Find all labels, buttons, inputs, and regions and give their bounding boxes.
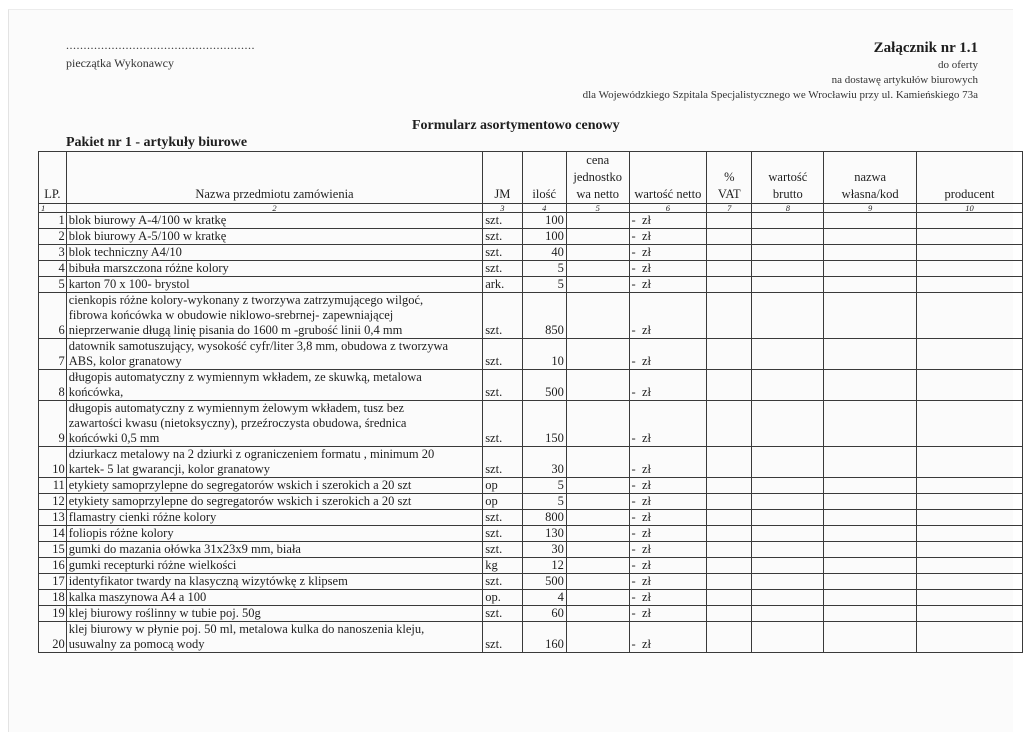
unit-price-cell [566, 574, 629, 590]
producer-cell [917, 277, 1023, 293]
item-quantity: 4 [522, 590, 566, 606]
table-row [39, 574, 1023, 590]
row-lp: 18 [39, 590, 67, 606]
col-header-producer: producent [917, 152, 1023, 204]
unit-price-cell [566, 526, 629, 542]
item-quantity: 150 [522, 401, 566, 447]
net-value-cell: - zł [629, 293, 707, 339]
gross-value-cell [752, 574, 824, 590]
producer-cell [917, 370, 1023, 401]
table-row [39, 510, 1023, 526]
producer-cell [917, 245, 1023, 261]
item-name: blok techniczny A4/10 [66, 245, 482, 261]
item-name: karton 70 x 100- brystol [66, 277, 482, 293]
own-code-cell [824, 277, 917, 293]
table-row [39, 526, 1023, 542]
producer-cell [917, 213, 1023, 229]
net-value-cell: - zł [629, 339, 707, 370]
vat-cell [707, 494, 752, 510]
item-unit: op [483, 494, 522, 510]
row-lp: 11 [39, 478, 67, 494]
item-quantity: 130 [522, 526, 566, 542]
col-header-code [824, 152, 917, 204]
unit-price-cell [566, 510, 629, 526]
table-row [39, 339, 1023, 370]
col-header-vat [707, 152, 752, 204]
item-name: gumki recepturki różne wielkości [66, 558, 482, 574]
item-quantity: 5 [522, 261, 566, 277]
net-value-cell: - zł [629, 447, 707, 478]
row-lp: 17 [39, 574, 67, 590]
net-value-cell: - zł [629, 229, 707, 245]
row-lp: 13 [39, 510, 67, 526]
item-quantity: 850 [522, 293, 566, 339]
gross-value-cell [752, 606, 824, 622]
producer-cell [917, 478, 1023, 494]
own-code-cell [824, 590, 917, 606]
net-value-cell: - zł [629, 478, 707, 494]
item-unit: szt. [483, 261, 522, 277]
gross-value-cell [752, 590, 824, 606]
item-unit: szt. [483, 510, 522, 526]
gross-value-cell [752, 447, 824, 478]
item-quantity: 10 [522, 339, 566, 370]
attachment-title: Załącznik nr 1.1 [873, 40, 978, 56]
row-lp: 19 [39, 606, 67, 622]
item-name: bibuła marszczona różne kolory [66, 261, 482, 277]
item-unit: szt. [483, 622, 522, 653]
item-unit: szt. [483, 401, 522, 447]
col-header-net-value: wartość netto [629, 152, 707, 204]
own-code-cell [824, 261, 917, 277]
producer-cell [917, 510, 1023, 526]
gross-value-cell [752, 293, 824, 339]
net-value-cell: - zł [629, 213, 707, 229]
producer-cell [917, 229, 1023, 245]
gross-value-cell [752, 401, 824, 447]
row-lp: 3 [39, 245, 67, 261]
item-unit: ark. [483, 277, 522, 293]
item-name-line: fibrowa końcówka w obudowie niklowo-srebrnej- zapewniającej [68, 308, 394, 322]
vat-cell [707, 526, 752, 542]
item-quantity: 40 [522, 245, 566, 261]
net-value-cell: - zł [629, 622, 707, 653]
producer-cell [917, 574, 1023, 590]
vat-cell [707, 293, 752, 339]
item-name: kalka maszynowa A4 a 100 [66, 590, 482, 606]
form-title: Formularz asortymentowo cenowy [412, 118, 620, 133]
item-unit: szt. [483, 293, 522, 339]
row-lp: 9 [39, 401, 67, 447]
table-row [39, 277, 1023, 293]
unit-price-cell [566, 213, 629, 229]
unit-price-cell [566, 447, 629, 478]
item-quantity: 100 [522, 213, 566, 229]
vat-cell [707, 261, 752, 277]
producer-cell [917, 606, 1023, 622]
item-unit: op [483, 478, 522, 494]
attachment-line-2: na dostawę artykułów biurowych [831, 74, 978, 86]
item-unit: szt. [483, 574, 522, 590]
row-lp: 8 [39, 370, 67, 401]
table-row [39, 590, 1023, 606]
row-lp: 6 [39, 293, 67, 339]
attachment-line-1: do oferty [937, 59, 978, 71]
net-value-cell: - zł [629, 526, 707, 542]
vat-cell [707, 542, 752, 558]
item-name: gumki do mazania ołówka 31x23x9 mm, biała [66, 542, 482, 558]
item-name-line: klej biurowy w płynie poj. 50 ml, metalowa kulka do nanoszenia kleju, [68, 622, 425, 636]
item-quantity: 12 [522, 558, 566, 574]
producer-cell [917, 622, 1023, 653]
table-row [39, 229, 1023, 245]
item-unit: szt. [483, 606, 522, 622]
col-header-code-l2: własna/kod [841, 187, 899, 201]
own-code-cell [824, 558, 917, 574]
item-quantity: 160 [522, 622, 566, 653]
gross-value-cell [752, 213, 824, 229]
item-unit: szt. [483, 370, 522, 401]
table-row [39, 494, 1023, 510]
net-value-cell: - zł [629, 401, 707, 447]
row-lp: 5 [39, 277, 67, 293]
item-quantity: 30 [522, 542, 566, 558]
unit-price-cell [566, 229, 629, 245]
col-header-vat-l2: VAT [717, 187, 741, 201]
gross-value-cell [752, 229, 824, 245]
item-name-line: dziurkacz metalowy na 2 dziurki z ograniczeniem formatu , minimum 20 [68, 447, 435, 461]
gross-value-cell [752, 245, 824, 261]
vat-cell [707, 590, 752, 606]
gross-value-cell [752, 339, 824, 370]
item-name: etykiety samoprzylepne do segregatorów wskich i szerokich a 20 szt [66, 494, 482, 510]
col-header-gross-l1: wartość [768, 170, 808, 184]
column-number: 10 [917, 204, 1023, 213]
vat-cell [707, 229, 752, 245]
col-header-gross-l2: brutto [772, 187, 803, 201]
vat-cell [707, 245, 752, 261]
column-number-row [39, 204, 1023, 213]
unit-price-cell [566, 401, 629, 447]
column-number: 4 [522, 204, 566, 213]
unit-price-cell [566, 558, 629, 574]
table-row [39, 558, 1023, 574]
package-title: Pakiet nr 1 - artykuły biurowe [66, 135, 248, 150]
producer-cell [917, 293, 1023, 339]
item-name: blok biurowy A-5/100 w kratkę [66, 229, 482, 245]
gross-value-cell [752, 526, 824, 542]
attachment-line-3: dla Wojewódzkiego Szpitala Specjalistycznego we Wrocławiu przy ul. Kamieńskiego 73a [582, 89, 978, 101]
item-unit: kg [483, 558, 522, 574]
price-table [38, 151, 1023, 653]
item-name-line: zawartości kwasu (nietoksyczny), przeźroczysta obudowa, średnica [68, 416, 407, 430]
row-lp: 15 [39, 542, 67, 558]
producer-cell [917, 261, 1023, 277]
table-row [39, 370, 1023, 401]
item-name: identyfikator twardy na klasyczną wizytówkę z klipsem [66, 574, 482, 590]
own-code-cell [824, 401, 917, 447]
item-quantity: 60 [522, 606, 566, 622]
col-header-gross [752, 152, 824, 204]
own-code-cell [824, 478, 917, 494]
table-row [39, 245, 1023, 261]
row-lp: 10 [39, 447, 67, 478]
producer-cell [917, 494, 1023, 510]
item-name: flamastry cienki różne kolory [66, 510, 482, 526]
gross-value-cell [752, 277, 824, 293]
table-header-row [39, 152, 1023, 204]
net-value-cell: - zł [629, 245, 707, 261]
unit-price-cell [566, 293, 629, 339]
own-code-cell [824, 622, 917, 653]
vat-cell [707, 370, 752, 401]
item-unit: szt. [483, 229, 522, 245]
vat-cell [707, 277, 752, 293]
column-number: 3 [483, 204, 522, 213]
vat-cell [707, 510, 752, 526]
net-value-cell: - zł [629, 574, 707, 590]
own-code-cell [824, 213, 917, 229]
own-code-cell [824, 370, 917, 401]
item-quantity: 100 [522, 229, 566, 245]
net-value-cell: - zł [629, 370, 707, 401]
own-code-cell [824, 293, 917, 339]
vat-cell [707, 401, 752, 447]
col-header-qty: ilość [522, 152, 566, 204]
own-code-cell [824, 339, 917, 370]
item-name-line: długopis automatyczny z wymiennym żelowym wkładem, tusz bez [68, 401, 405, 415]
col-header-code-l1: nazwa [854, 170, 887, 184]
col-header-name: Nazwa przedmiotu zamówienia [66, 152, 482, 204]
producer-cell [917, 558, 1023, 574]
table-row [39, 447, 1023, 478]
item-quantity: 5 [522, 494, 566, 510]
producer-cell [917, 339, 1023, 370]
vat-cell [707, 558, 752, 574]
own-code-cell [824, 526, 917, 542]
item-name [66, 370, 482, 401]
row-lp: 14 [39, 526, 67, 542]
row-lp: 12 [39, 494, 67, 510]
item-quantity: 5 [522, 478, 566, 494]
item-name-line: usuwalny za pomocą wody [68, 637, 205, 651]
table-row [39, 213, 1023, 229]
column-number: 8 [752, 204, 824, 213]
unit-price-cell [566, 606, 629, 622]
unit-price-cell [566, 542, 629, 558]
row-lp: 2 [39, 229, 67, 245]
vat-cell [707, 606, 752, 622]
item-name [66, 622, 482, 653]
table-row [39, 606, 1023, 622]
item-name-line: kartek- 5 lat gwarancji, kolor granatowy [68, 462, 271, 476]
vat-cell [707, 574, 752, 590]
col-header-unit-price-l1: cena [586, 153, 610, 167]
unit-price-cell [566, 590, 629, 606]
gross-value-cell [752, 622, 824, 653]
column-number: 9 [824, 204, 917, 213]
item-name [66, 401, 482, 447]
item-quantity: 500 [522, 370, 566, 401]
row-lp: 1 [39, 213, 67, 229]
producer-cell [917, 447, 1023, 478]
column-number: 6 [629, 204, 707, 213]
own-code-cell [824, 494, 917, 510]
item-name-line: cienkopis różne kolory-wykonany z tworzywa zatrzymującego wilgoć, [68, 293, 424, 307]
col-header-jm: JM [483, 152, 522, 204]
unit-price-cell [566, 494, 629, 510]
item-quantity: 800 [522, 510, 566, 526]
col-header-vat-l1: % [724, 170, 735, 184]
net-value-cell: - zł [629, 494, 707, 510]
gross-value-cell [752, 510, 824, 526]
stamp-label: pieczątka Wykonawcy [66, 56, 175, 70]
column-number: 1 [39, 204, 67, 213]
net-value-cell: - zł [629, 558, 707, 574]
stamp-dotted-line: ...................................................... [66, 38, 255, 52]
own-code-cell [824, 542, 917, 558]
vat-cell [707, 447, 752, 478]
item-name: blok biurowy A-4/100 w kratkę [66, 213, 482, 229]
net-value-cell: - zł [629, 277, 707, 293]
own-code-cell [824, 606, 917, 622]
gross-value-cell [752, 478, 824, 494]
row-lp: 7 [39, 339, 67, 370]
producer-cell [917, 590, 1023, 606]
item-name: etykiety samoprzylepne do segregatorów wskich i szerokich a 20 szt [66, 478, 482, 494]
producer-cell [917, 401, 1023, 447]
producer-cell [917, 526, 1023, 542]
net-value-cell: - zł [629, 261, 707, 277]
table-row [39, 622, 1023, 653]
column-number: 2 [66, 204, 482, 213]
item-unit: szt. [483, 213, 522, 229]
gross-value-cell [752, 558, 824, 574]
item-name: foliopis różne kolory [66, 526, 482, 542]
item-name-line: nieprzerwanie długą linię pisania do 1600 m -grubość linii 0,4 mm [68, 323, 403, 337]
unit-price-cell [566, 245, 629, 261]
own-code-cell [824, 447, 917, 478]
net-value-cell: - zł [629, 606, 707, 622]
table-row [39, 478, 1023, 494]
item-quantity: 30 [522, 447, 566, 478]
col-header-lp: LP. [39, 152, 67, 204]
table-row [39, 293, 1023, 339]
own-code-cell [824, 574, 917, 590]
item-name [66, 447, 482, 478]
row-lp: 20 [39, 622, 67, 653]
item-name-line: ABS, kolor granatowy [68, 354, 182, 368]
own-code-cell [824, 245, 917, 261]
producer-cell [917, 542, 1023, 558]
unit-price-cell [566, 277, 629, 293]
column-number: 7 [707, 204, 752, 213]
item-name-line: końcówki 0,5 mm [68, 431, 160, 445]
vat-cell [707, 622, 752, 653]
own-code-cell [824, 510, 917, 526]
item-name-line: datownik samotuszujący, wysokość cyfr/liter 3,8 mm, obudowa z tworzywa [68, 339, 449, 353]
col-header-unit-price-l3: wa netto [576, 187, 620, 201]
net-value-cell: - zł [629, 590, 707, 606]
gross-value-cell [752, 494, 824, 510]
item-name [66, 293, 482, 339]
item-unit: szt. [483, 526, 522, 542]
row-lp: 16 [39, 558, 67, 574]
col-header-unit-price [566, 152, 629, 204]
unit-price-cell [566, 370, 629, 401]
row-lp: 4 [39, 261, 67, 277]
item-quantity: 5 [522, 277, 566, 293]
table-row [39, 542, 1023, 558]
item-name [66, 339, 482, 370]
unit-price-cell [566, 622, 629, 653]
table-row [39, 261, 1023, 277]
item-unit: szt. [483, 542, 522, 558]
gross-value-cell [752, 370, 824, 401]
item-name-line: końcówka, [68, 385, 124, 399]
item-name: klej biurowy roślinny w tubie poj. 50g [66, 606, 482, 622]
item-unit: op. [483, 590, 522, 606]
item-unit: szt. [483, 245, 522, 261]
own-code-cell [824, 229, 917, 245]
item-quantity: 500 [522, 574, 566, 590]
unit-price-cell [566, 261, 629, 277]
vat-cell [707, 339, 752, 370]
gross-value-cell [752, 261, 824, 277]
item-unit: szt. [483, 447, 522, 478]
unit-price-cell [566, 478, 629, 494]
item-unit: szt. [483, 339, 522, 370]
column-number: 5 [566, 204, 629, 213]
vat-cell [707, 213, 752, 229]
net-value-cell: - zł [629, 542, 707, 558]
net-value-cell: - zł [629, 510, 707, 526]
gross-value-cell [752, 542, 824, 558]
col-header-unit-price-l2: jednostko [573, 170, 623, 184]
item-name-line: długopis automatyczny z wymiennym wkładem, ze skuwką, metalowa [68, 370, 422, 384]
unit-price-cell [566, 339, 629, 370]
vat-cell [707, 478, 752, 494]
table-row [39, 401, 1023, 447]
